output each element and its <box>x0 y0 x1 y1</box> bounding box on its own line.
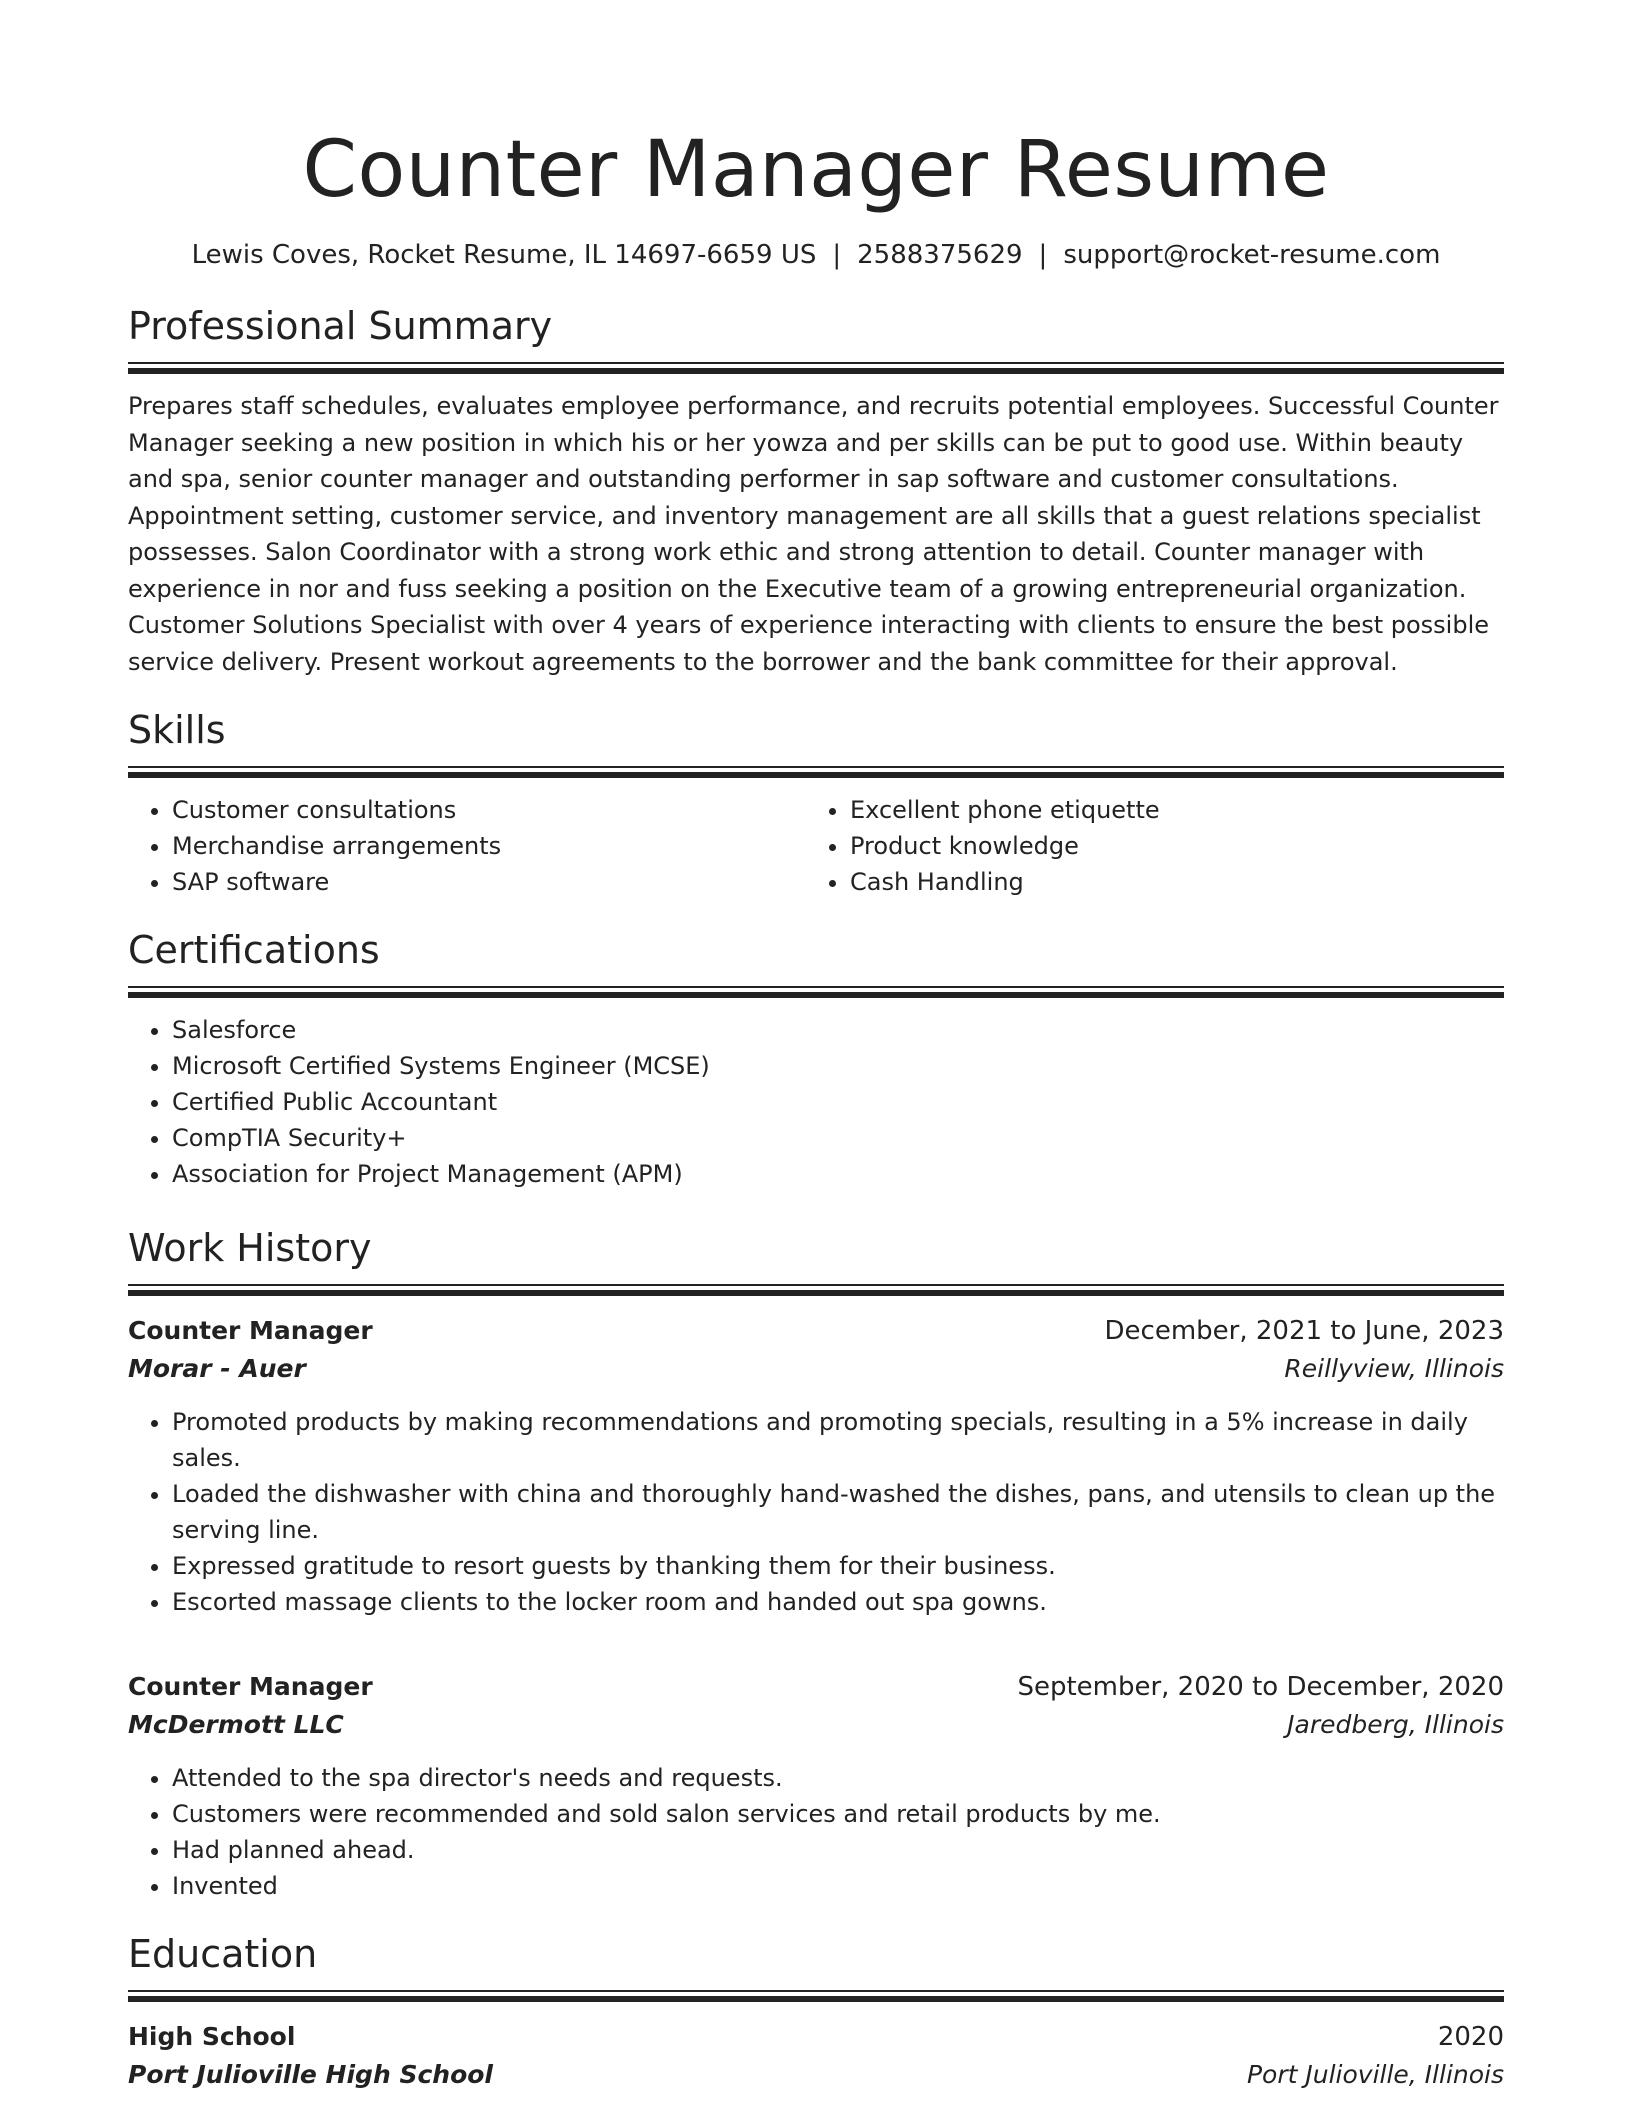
certification-item: • Microsoft Certified Systems Engineer (MCSE) <box>172 1048 1504 1084</box>
summary-heading: Professional Summary <box>128 304 553 348</box>
skill-item: • Product knowledge <box>850 828 1504 864</box>
job-duties-list <box>128 1404 1504 1620</box>
work-history-heading: Work History <box>128 1226 372 1270</box>
contact-separator: | <box>1038 240 1048 270</box>
skill-item: • SAP software <box>172 864 806 900</box>
job-duty-item: • Expressed gratitude to resort guests by thanking them for their business. <box>172 1548 1504 1584</box>
job-company: Morar - Auer <box>128 1354 306 1383</box>
job-company-row <box>128 1350 1504 1388</box>
skills-list-left <box>128 792 806 900</box>
education-heading: Education <box>128 1932 318 1976</box>
education-entry <box>128 2018 1504 2094</box>
certification-item: • CompTIA Security+ <box>172 1120 1504 1156</box>
job-company: McDermott LLC <box>128 1710 344 1739</box>
summary-text: Prepares staff schedules, evaluates employee performance, and recruits potential employees. Successful Counter Manager seeking a new position in which his or her yowza and per skills can be put to good use. Within beauty and spa, senior counter manager and outstanding performer in sap software and customer consultations. Appointment setting, customer service, and inventory management are all skills that a guest relations specialist possesses. Salon Coordinator with a strong work ethic and strong attention to detail. Counter manager with experience in nor and fuss seeking a position on the Executive team of a growing entrepreneurial organization. Customer Solutions Specialist with over 4 years of experience interacting with clients to ensure the best possible service delivery. Present workout agreements to the borrower and the bank committee for their approval. <box>128 392 1499 676</box>
certifications-list <box>128 1012 1504 1192</box>
contact-phone: 2588375629 <box>857 240 1023 270</box>
section-divider <box>128 1284 1504 1296</box>
job-duty-item: • Invented <box>172 1868 1504 1904</box>
skills-list-right <box>806 792 1504 900</box>
skills-grid <box>128 792 1504 900</box>
section-divider <box>128 1990 1504 2002</box>
skills-section <box>128 706 1504 900</box>
job-duty-item: • Customers were recommended and sold salon services and retail products by me. <box>172 1796 1504 1832</box>
job-duties-list <box>128 1760 1504 1904</box>
job-entry <box>128 1312 1504 1620</box>
job-company-row <box>128 1706 1504 1744</box>
job-duty-item: • Attended to the spa director's needs and requests. <box>172 1760 1504 1796</box>
job-duty-item: • Had planned ahead. <box>172 1832 1504 1868</box>
contact-line <box>128 238 1504 272</box>
certifications-heading: Certifications <box>128 928 380 972</box>
education-header-row <box>128 2018 1504 2056</box>
contact-email: support@rocket-resume.com <box>1063 240 1441 270</box>
education-section <box>128 1930 1504 2094</box>
education-school: Port Julioville High School <box>128 2060 493 2089</box>
contact-separator: | <box>832 240 842 270</box>
section-divider <box>128 766 1504 778</box>
job-location: Reillyview, Illinois <box>1284 1354 1504 1383</box>
education-year: 2020 <box>1437 2022 1504 2052</box>
job-duty-item: • Loaded the dishwasher with china and thoroughly hand-washed the dishes, pans, and utensils to clean up the serving line. <box>172 1476 1504 1548</box>
job-dates: December, 2021 to June, 2023 <box>1104 1316 1504 1346</box>
job-header-row <box>128 1312 1504 1350</box>
work-history-section <box>128 1224 1504 1904</box>
job-entry <box>128 1668 1504 1904</box>
job-title: Counter Manager <box>128 1672 373 1701</box>
skill-item: • Customer consultations <box>172 792 806 828</box>
summary-section <box>128 302 1504 680</box>
skill-item: • Excellent phone etiquette <box>850 792 1504 828</box>
certification-item: • Salesforce <box>172 1012 1504 1048</box>
skill-item: • Cash Handling <box>850 864 1504 900</box>
education-degree: High School <box>128 2022 296 2051</box>
resume-title: Counter Manager Resume <box>302 125 1330 215</box>
section-divider <box>128 986 1504 998</box>
section-divider <box>128 362 1504 374</box>
contact-address: Lewis Coves, Rocket Resume, IL 14697-6659 US <box>191 240 817 270</box>
skills-heading: Skills <box>128 708 226 752</box>
skill-item: • Merchandise arrangements <box>172 828 806 864</box>
job-dates: September, 2020 to December, 2020 <box>1017 1672 1504 1702</box>
education-location: Port Julioville, Illinois <box>1246 2060 1504 2089</box>
certification-item: • Association for Project Management (APM) <box>172 1156 1504 1192</box>
job-title: Counter Manager <box>128 1316 373 1345</box>
certifications-section <box>128 926 1504 1192</box>
resume-page <box>128 0 1504 2094</box>
job-duty-item: • Escorted massage clients to the locker room and handed out spa gowns. <box>172 1584 1504 1620</box>
job-location: Jaredberg, Illinois <box>1287 1710 1504 1739</box>
certification-item: • Certified Public Accountant <box>172 1084 1504 1120</box>
job-duty-item: • Promoted products by making recommendations and promoting specials, resulting in a 5% increase in daily sales. <box>172 1404 1504 1476</box>
education-school-row <box>128 2056 1504 2094</box>
job-header-row <box>128 1668 1504 1706</box>
